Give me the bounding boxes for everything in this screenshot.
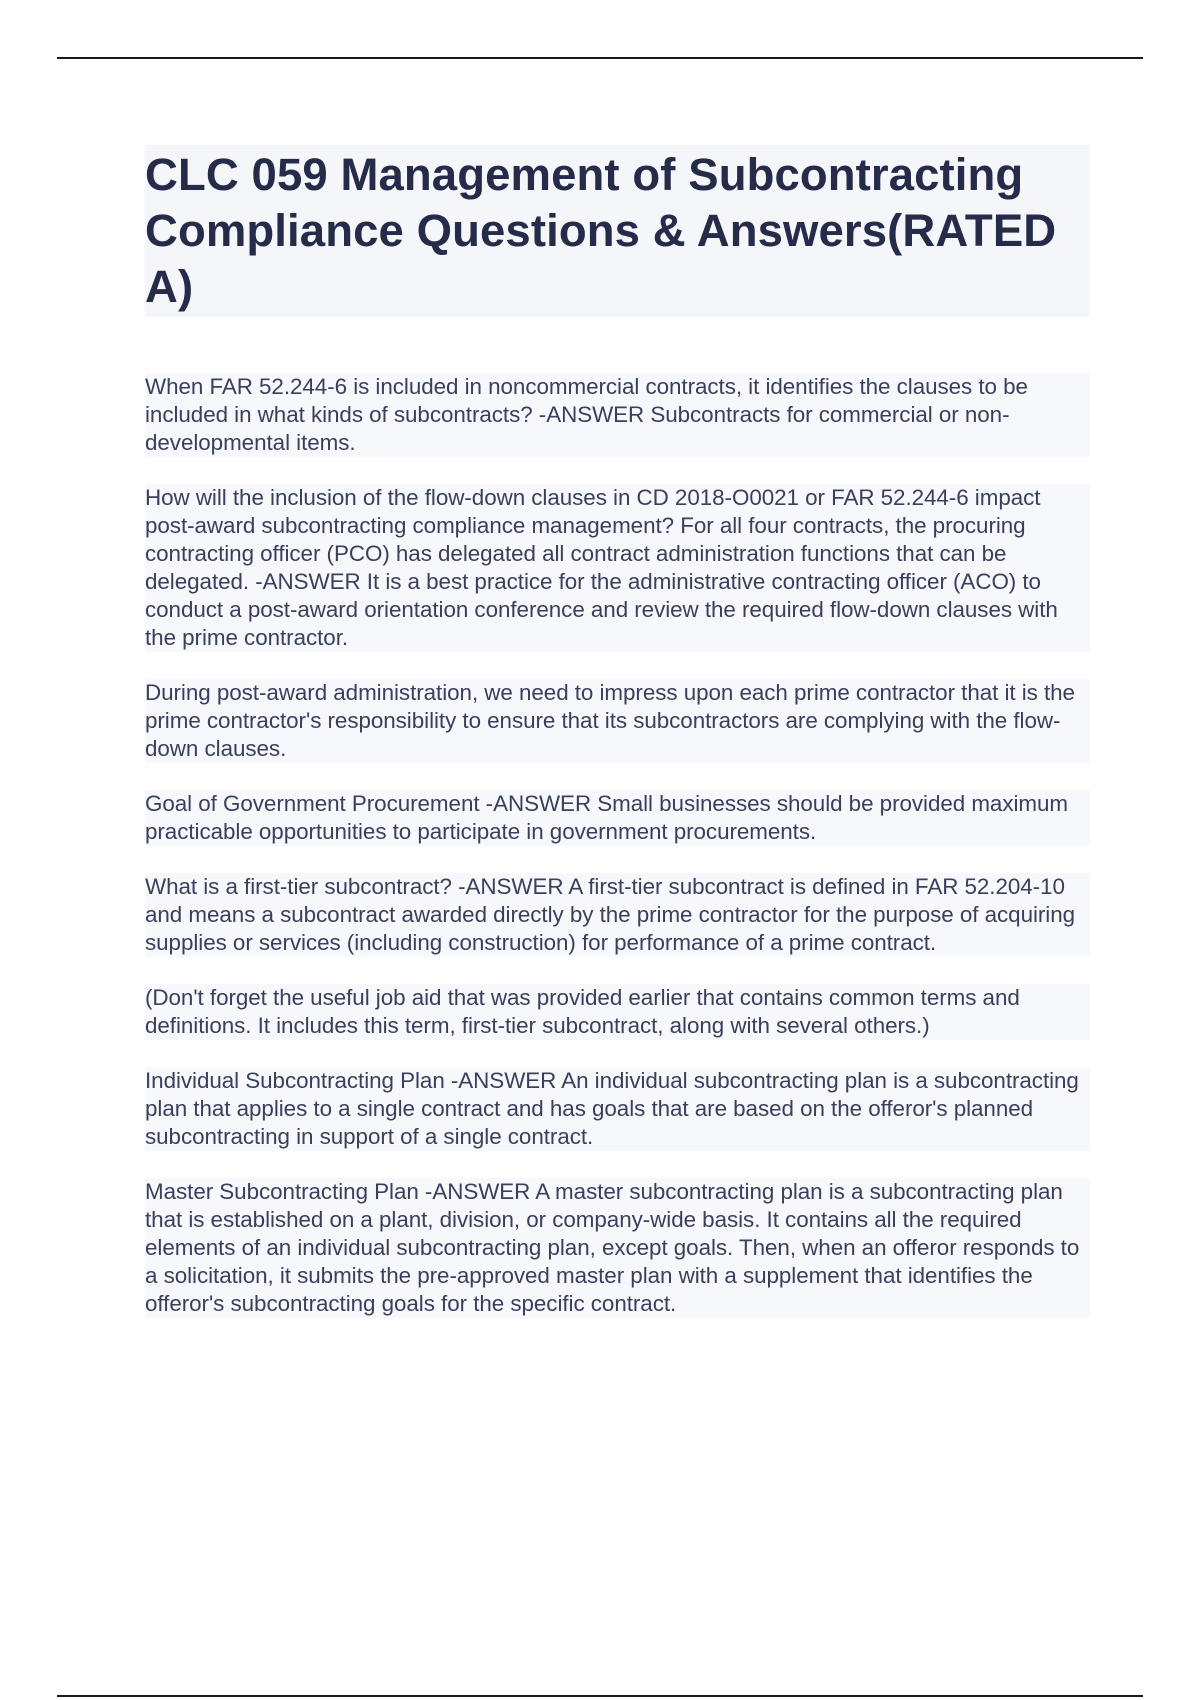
qa-paragraph: During post-award administration, we need to impress upon each prime contractor that it is the prime contractor's responsibility to ensure that its subcontractors are complying with the flow-down clauses.: [145, 679, 1090, 763]
top-divider: [57, 57, 1143, 59]
qa-paragraph: When FAR 52.244-6 is included in noncommercial contracts, it identifies the clauses to be included in what kinds of subcontracts? -ANSWER Subcontracts for commercial or non-developmental items.: [145, 373, 1090, 457]
document-body: [145, 145, 1090, 1345]
qa-paragraph: Master Subcontracting Plan -ANSWER A master subcontracting plan is a subcontracting plan that is established on a plant, division, or company-wide basis. It contains all the required elements of an individual subcontracting plan, except goals. Then, when an offeror responds to a solicitation, it submits the pre-approved master plan with a supplement that identifies the offeror's subcontracting goals for the specific contract.: [145, 1178, 1090, 1318]
qa-paragraph: How will the inclusion of the flow-down clauses in CD 2018-O0021 or FAR 52.244-6 impact post-award subcontracting compliance management? For all four contracts, the procuring contracting officer (PCO) has delegated all contract administration functions that can be delegated. -ANSWER It is a best practice for the administrative contracting officer (ACO) to conduct a post-award orientation conference and review the required flow-down clauses with the prime contractor.: [145, 484, 1090, 652]
qa-paragraph: (Don't forget the useful job aid that was provided earlier that contains common terms and definitions. It includes this term, first-tier subcontract, along with several others.): [145, 984, 1090, 1040]
qa-paragraph: Goal of Government Procurement -ANSWER Small businesses should be provided maximum practicable opportunities to participate in government procurements.: [145, 790, 1090, 846]
qa-paragraph: What is a first-tier subcontract? -ANSWER A first-tier subcontract is defined in FAR 52.204-10 and means a subcontract awarded directly by the prime contractor for the purpose of acquiring supplies or services (including construction) for performance of a prime contract.: [145, 873, 1090, 957]
qa-paragraph: Individual Subcontracting Plan -ANSWER An individual subcontracting plan is a subcontracting plan that applies to a single contract and has goals that are based on the offeror's planned subcontracting in support of a single contract.: [145, 1067, 1090, 1151]
qa-list: [145, 373, 1090, 1318]
title-block: [145, 145, 1090, 317]
document-title: CLC 059 Management of Subcontracting Compliance Questions & Answers(RATED A): [145, 149, 1057, 312]
bottom-divider: [57, 1695, 1143, 1697]
